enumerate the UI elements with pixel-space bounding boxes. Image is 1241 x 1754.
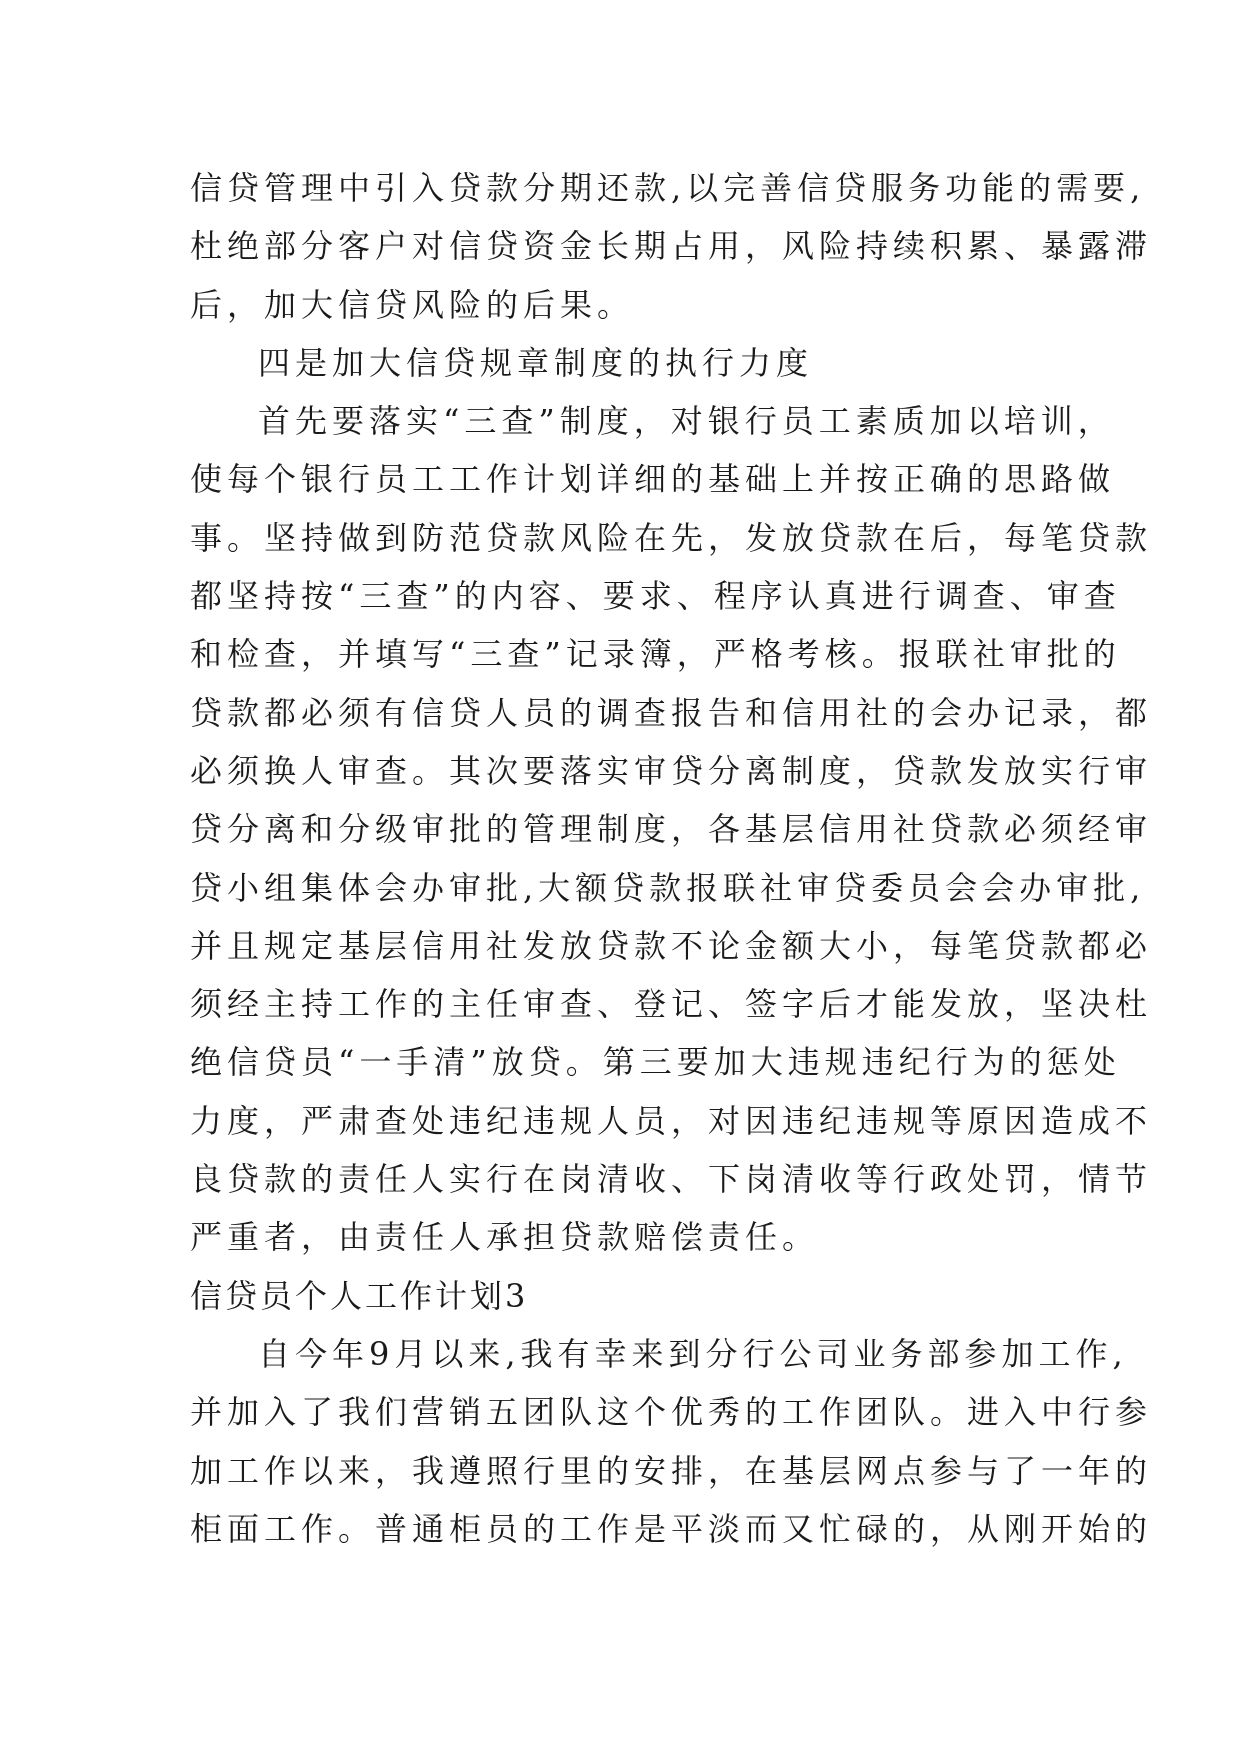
text-line: 杜绝部分客户对信贷资金长期占用，风险持续积累、暴露滞: [190, 227, 1153, 266]
text-line: 信贷管理中引入贷款分期还款,以完善信贷服务功能的需要,: [190, 169, 1146, 207]
text-line: 和检查，并填写“三查”记录簿，严格考核。报联社审批的: [190, 635, 1121, 674]
text-line: 贷分离和分级审批的管理制度，各基层信用社贷款必须经审: [190, 810, 1153, 849]
text-line: 并且规定基层信用社发放贷款不论金额大小，每笔贷款都必: [190, 926, 1153, 965]
text-line: 贷小组集体会办审批,大额贷款报联社审贷委员会会办审批,: [190, 868, 1146, 907]
text-line: 须经主持工作的主任审查、登记、签字后才能发放，坚决杜: [190, 985, 1153, 1024]
text-line: 绝信贷员“一手清”放贷。第三要加大违规违纪行为的惩处: [190, 1043, 1121, 1082]
text-line: 使每个银行员工工作计划详细的基础上并按正确的思路做: [190, 460, 1116, 499]
text-line: 都坚持按“三查”的内容、要求、程序认真进行调查、审查: [190, 577, 1121, 616]
section-title: 信贷员个人工作计划3: [190, 1276, 529, 1315]
text-line: 首先要落实“三查”制度，对银行员工素质加以培训，: [258, 402, 1115, 441]
text-line: 良贷款的责任人实行在岗清收、下岗清收等行政处罚，情节: [190, 1160, 1153, 1199]
text-line: 自今年9月以来,我有幸来到分行公司业务部参加工作,: [258, 1334, 1128, 1373]
text-line: 贷款都必须有信贷人员的调查报告和信用社的会办记录，都: [190, 693, 1153, 732]
text-line: 加工作以来，我遵照行里的安排，在基层网点参与了一年的: [190, 1451, 1153, 1490]
text-line: 并加入了我们营销五团队这个优秀的工作团队。进入中行参: [190, 1393, 1153, 1432]
text-line: 柜面工作。普通柜员的工作是平淡而又忙碌的，从刚开始的: [190, 1509, 1153, 1548]
text-line: 严重者，由责任人承担贷款赔偿责任。: [190, 1218, 820, 1257]
body-text: [190, 159, 1153, 1558]
text-line: 事。坚持做到防范贷款风险在先，发放贷款在后，每笔贷款: [190, 518, 1153, 557]
text-line: 力度，严肃查处违纪违规人员，对因违纪违规等原因造成不: [190, 1101, 1153, 1140]
text-line: 必须换人审查。其次要落实审贷分离制度，贷款发放实行审: [190, 751, 1153, 790]
section-heading: 四是加大信贷规章制度的执行力度: [258, 343, 814, 382]
text-line: 后，加大信贷风险的后果。: [190, 285, 635, 324]
